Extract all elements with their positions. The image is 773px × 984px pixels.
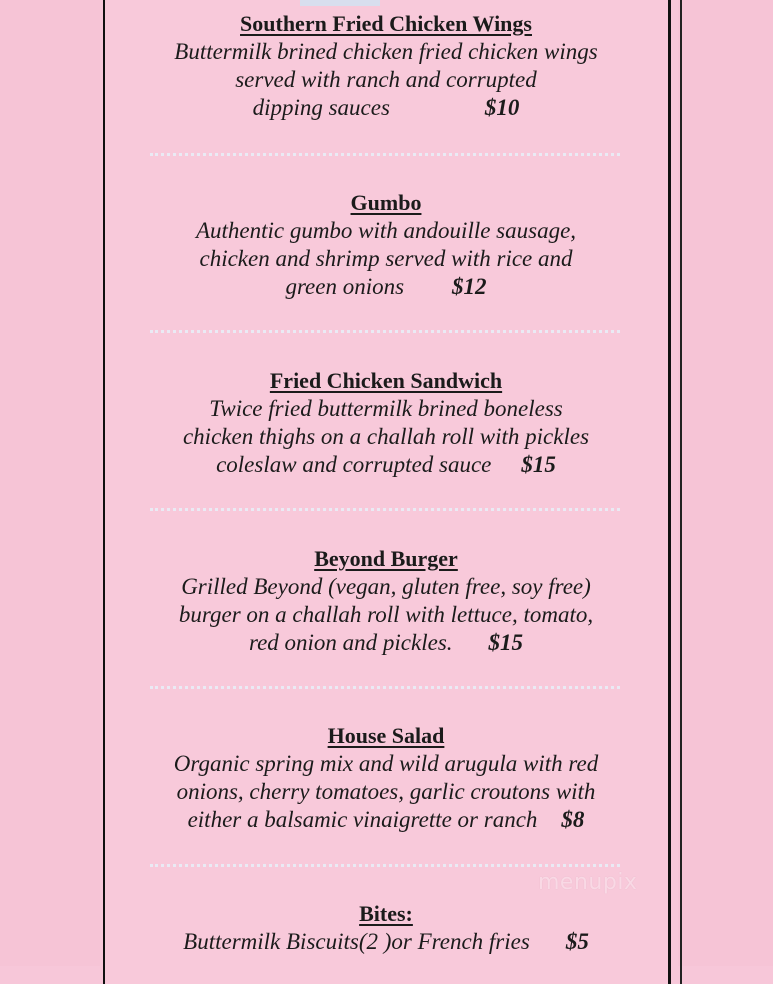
menu-item-beyond-burger (103, 545, 669, 657)
menu-item-chicken-wings (103, 10, 669, 122)
item-description-text: dipping sauces (252, 95, 390, 120)
menu-card (103, 0, 671, 984)
section-divider (150, 508, 620, 511)
section-divider (150, 864, 620, 867)
item-description-line (103, 806, 669, 834)
menu-item-gumbo (103, 189, 669, 301)
item-title: Beyond Burger (314, 546, 458, 571)
item-title: Bites: (359, 901, 413, 926)
item-description-line: Grilled Beyond (vegan, gluten free, soy free) (181, 574, 591, 599)
item-title: Gumbo (350, 190, 422, 215)
item-price: $5 (565, 929, 589, 954)
left-background-band (0, 0, 100, 966)
item-description-text: red onion and pickles. (248, 630, 453, 655)
menu-item-house-salad (103, 722, 669, 834)
item-description-text: green onions (285, 274, 405, 299)
item-price: $8 (561, 807, 585, 832)
item-description-line (103, 451, 669, 479)
item-description-line (103, 94, 669, 122)
menupix-watermark: menupix (538, 870, 638, 895)
right-background-band (678, 0, 773, 966)
item-description-line: Authentic gumbo with andouille sausage, (195, 218, 577, 243)
item-description-line: chicken thighs on a challah roll with pickles (182, 424, 590, 449)
item-description-line (103, 273, 669, 301)
menu-item-fried-chicken-sandwich (103, 367, 669, 479)
item-description-line (103, 629, 669, 657)
item-price: $15 (521, 452, 556, 477)
menu-item-bites (103, 900, 669, 956)
top-accent-strip (300, 0, 380, 6)
item-price: $10 (484, 95, 520, 120)
item-description-line: chicken and shrimp served with rice and (199, 246, 573, 271)
section-divider (150, 330, 620, 333)
section-divider (150, 153, 620, 156)
item-description-line: Twice fried buttermilk brined boneless (209, 396, 563, 421)
section-divider (150, 686, 620, 689)
item-price: $15 (488, 630, 524, 655)
item-description-line: Buttermilk brined chicken fried chicken wings (174, 39, 598, 64)
item-price: $12 (452, 274, 487, 299)
item-title: Fried Chicken Sandwich (269, 368, 503, 393)
item-title: Southern Fried Chicken Wings (240, 11, 532, 36)
item-title: House Salad (327, 723, 445, 748)
item-description-text: coleslaw and corrupted sauce (216, 452, 492, 477)
item-description-line (103, 928, 669, 956)
item-description-line: onions, cherry tomatoes, garlic croutons with (176, 779, 596, 804)
item-description-text: Buttermilk Biscuits(2 )or French fries (183, 929, 530, 954)
item-description-text: either a balsamic vinaigrette or ranch (187, 807, 538, 832)
item-description-line: burger on a challah roll with lettuce, tomato, (178, 602, 594, 627)
item-description-line: Organic spring mix and wild arugula with red (173, 751, 599, 776)
item-description-line: served with ranch and corrupted (235, 67, 537, 92)
